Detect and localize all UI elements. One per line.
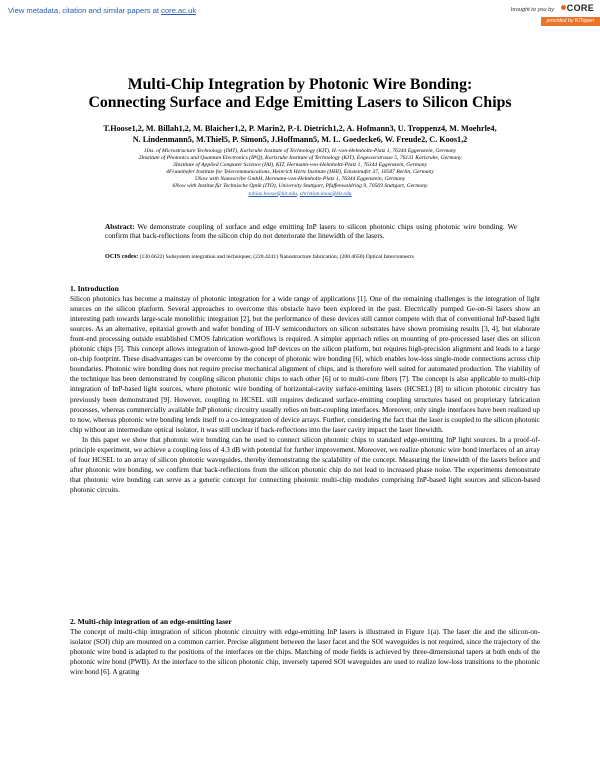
ocis-codes bbox=[105, 253, 517, 261]
section-1-paragraph-2: In this paper we show that photonic wire bonding can be used to connect silicon photonic chips to standard edge-emitting InP light sources. In a proof-of-principle experiment, we achieve a coupling loss of 4.3 dB with potential for further improvement. Moreover, we realize photonic wire bond interfaces of an array of four HCSEL to an array of silicon photonic waveguides, thereby demonstrating the scalability of the concept. Measuring the linewidth of the lasers before and after photonic wire bonding, we confirm that back-reflections from the silicon photonic chip do not lead to increased phase noise. The experiments demonstrate that photonic wire bonding can serve as a generic concept for connecting photonic multi-chip modules comprising InP-based light sources and silicon-based photonic circuits. bbox=[70, 435, 540, 494]
contact-emails bbox=[60, 191, 540, 198]
core-logo-text: CORE bbox=[566, 3, 594, 13]
core-logo[interactable] bbox=[561, 3, 594, 13]
core-header-bar bbox=[0, 0, 600, 26]
affiliation-4: 4Fraunhofer Institute for Telecommunications, Heinrich Hertz Institute (HHI), Einsteinufer 37, 10587 Berlin, Germany bbox=[166, 169, 434, 176]
affiliation-6: 6Now with Institut für Technische Optik (ITO), University Stuttgart, Pfaffenwaldring 9, 70569 Stuttgart, Germany bbox=[172, 183, 428, 190]
provided-by-badge[interactable]: provided by KITopen bbox=[541, 17, 600, 26]
section-1-heading: 1. Introduction bbox=[70, 284, 119, 293]
core-logo-icon bbox=[561, 5, 566, 10]
section-introduction bbox=[70, 284, 540, 495]
email-link-1[interactable]: tobias.hoose@kit.edu bbox=[248, 190, 297, 197]
title-line-2: Connecting Surface and Edge Emitting Lasers to Silicon Chips bbox=[88, 94, 512, 111]
affiliation-2: 2Institute of Photonics and Quantum Electronics (IPQ), Karlsruhe Institute of Technology (KIT), Engesserstrasse 5, 76131 Karlsruhe, Germany bbox=[138, 155, 462, 162]
section-2-paragraph-1: The concept of multi-chip integration of silicon photonic circuitry with edge-emitting InP lasers is illustrated in Figure 1(a). The laser die and the silicon-on-isolator (SOI) chip are mounted on a common carrier. Precise alignment between the laser facet and the SOI waveguides is not required, since the trajectory of the photonic wire bond is adapted to the positions of the interfaces on the chips. Matching of mode fields is achieved by three-dimensional tapers at both ends of the photonic wire bond (PWB). At the interface to the silicon photonic chip, inversely tapered SOI waveguides are used to realize low-loss transitions to the photonic wire bond [6]. A grating bbox=[70, 628, 540, 677]
authors-line-2: N. Lindenmann5, M.Thiel5, P. Simon5, J.Hoffmann5, M. L. Goedecke6, W. Freude2, C. Koos1,2 bbox=[132, 134, 468, 144]
affiliations bbox=[60, 148, 540, 198]
paper-title bbox=[40, 76, 560, 112]
core-metadata-link[interactable] bbox=[8, 6, 196, 15]
ocis-text: (130.6622) Subsystem integration and techniques; (220.4241) Nanostructure fabrication; (200.4650) Optical Interconnects bbox=[138, 254, 414, 260]
abstract-label: Abstract: bbox=[105, 222, 135, 231]
email-separator: , bbox=[296, 190, 300, 197]
title-line-1: Multi-Chip Integration by Photonic Wire Bonding: bbox=[127, 76, 473, 93]
affiliation-1: 1Ins. of Microstructure Technology (IMT), Karlsruhe Institute of Technology (KIT), H.-von-Helmholtz-Platz 1, 76344 Eggenstein, Germany bbox=[143, 148, 457, 154]
affiliation-5: 5Now with Nanoscribe GmbH, Hermann-von-Helmholtz-Platz 1, 76344 Eggenstein, Germany bbox=[194, 176, 406, 183]
section-1-paragraph-1: Silicon photonics has become a mainstay of photonic integration for a wide range of applications [1]. One of the remaining challenges is the integration of light sources on the silicon platform. Several approaches to overcome this obstacle have been explored in the past. Electrically pumped Ge-on-Si lasers show an interesting path towards large-scale monolithic integration [2], but the performance of these devices still cannot compete with that of conventional InP-based light sources. As an alternative, epitaxial growth and wafer bonding of III-V semiconductors on silicon substrates have shown promising results [3, 4], but elaborate front-end processing outside established CMOS fabrication workflows is required. A simpler approach relies on mounting of pre-processed laser dies on silicon photonic chips [5]. This concept allows integration of known-good InP devices on the silicon platform, but requires high-precision alignment and leads to a large on-chip footprint. These disadvantages can be overcome by the concept of photonic wire bonding [6], which enables low-loss single-mode connections across chip boundaries. Photonic wire bonding does not require precise mechanical alignment of chips, and is therefore well suited for automated production. The viability of the technique has been demonstrated by coupling silicon photonic chips to each other [6] or to multi-core fibers [7]. The concept is also applicable to multi-chip integration of InP-based light sources, where photonic wire bonding of horizontal-cavity surface-emitting lasers (HCSEL) [8] to silicon photonic circuitry has previously been demonstrated [9]. However, coupling to HCSEL still requires dedicated surface-emitting coupling structures based on proprietary fabrication processes, whereas commercially available InP photonic circuitry usually relies on butt-coupling interfaces. Moreover, only single interfaces have been realized up to now, whereas photonic wire bonding lends itself to a co-integration of device arrays. Further, considering the fact that the laser is coupled to the silicon photonic chip without an intermediate optical isolator, it was still unclear if back-reflections into the laser cavity impact the laser linewidth. bbox=[70, 295, 540, 434]
brought-to-you-label: brought to you by bbox=[510, 7, 554, 13]
abstract bbox=[105, 222, 517, 240]
affiliation-3: 3Institute of Applied Computer Science (IAI), KIT, Hermann-von-Helmholtz-Platz 1, 76344 Eggenstein, Germany bbox=[172, 162, 428, 169]
authors-line-1: T.Hoose1,2, M. Billah1,2, M. Blaicher1,2, P. Marin2, P.-I. Dietrich1,2, A. Hofmann3, U. Troppenz4, M. Moehrle4, bbox=[103, 124, 497, 133]
core-link-anchor[interactable]: core.ac.uk bbox=[161, 6, 197, 15]
author-list bbox=[48, 124, 552, 145]
core-link-prefix: View metadata, citation and similar papers at bbox=[8, 6, 159, 15]
abstract-text: We demonstrate coupling of surface and edge emitting InP lasers to silicon photonic chips using photonic wire bonding. We confirm that back-reflections from the silicon chip do not deteriorate the linewidth of the lasers. bbox=[105, 222, 517, 241]
email-link-2[interactable]: christian.koos@kit.edu bbox=[299, 190, 352, 197]
section-2-heading: 2. Multi-chip integration of an edge-emitting laser bbox=[70, 617, 232, 626]
section-multichip bbox=[70, 617, 540, 677]
ocis-label: OCIS codes: bbox=[105, 253, 139, 260]
